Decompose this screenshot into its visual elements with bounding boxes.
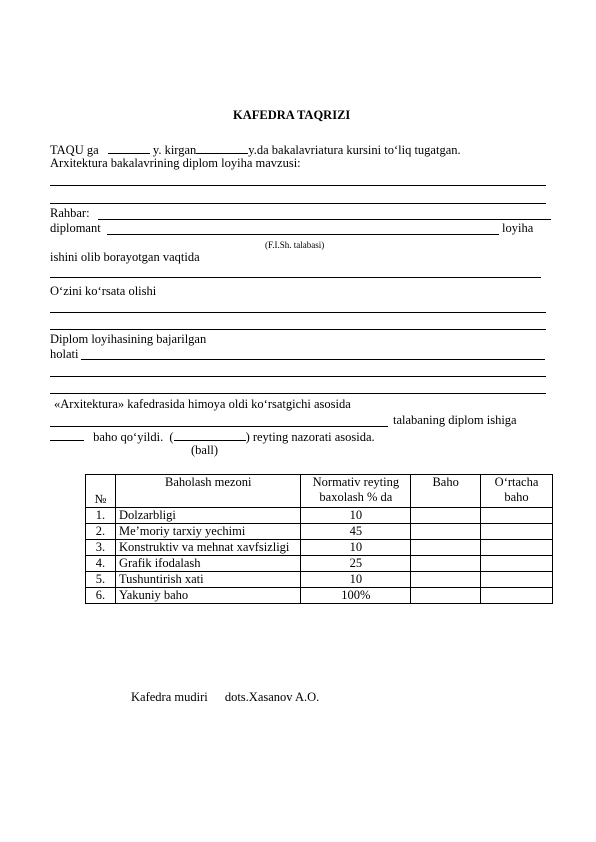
row-criterion: Tushuntirish xati: [115, 572, 301, 588]
row-criterion: Konstruktiv va mehnat xavfsizligi: [115, 540, 301, 556]
year-graduate-field[interactable]: [196, 141, 248, 154]
loyiha-word: loyiha: [502, 221, 534, 235]
table-row: [86, 572, 553, 588]
rating-field[interactable]: [174, 428, 246, 441]
row-normative: 25: [301, 556, 411, 572]
ozini-line-1[interactable]: [50, 312, 546, 313]
grade-field[interactable]: [50, 428, 84, 441]
row-criterion: Grafik ifodalash: [115, 556, 301, 572]
ball-text: (ball): [191, 443, 219, 457]
row-average-cell[interactable]: [481, 524, 553, 540]
row-grade-cell[interactable]: [411, 588, 481, 604]
header-normative: Normativ reyting baxolash % da: [301, 475, 411, 508]
row-num: 2.: [86, 524, 116, 540]
ishini-text: ishini olib borayotgan vaqtida: [50, 250, 200, 264]
row-grade-cell[interactable]: [411, 572, 481, 588]
talabaning-text: talabaning diplom ishiga: [393, 413, 517, 427]
row-grade-cell[interactable]: [411, 540, 481, 556]
row-normative: 100%: [301, 588, 411, 604]
diplomant-field[interactable]: [107, 234, 499, 235]
document-title: KAFEDRA TAQRIZI: [233, 108, 351, 122]
row-normative: 10: [301, 508, 411, 524]
holat-line-3[interactable]: [50, 393, 546, 394]
row-criterion: Yakuniy baho: [115, 588, 301, 604]
diplomant-label: diplomant: [50, 221, 101, 235]
year-entry-field[interactable]: [108, 141, 150, 154]
diplom-holat-text-1: Diplom loyihasining bajarilgan: [50, 332, 207, 346]
table-row: [86, 540, 553, 556]
header-grade: Baho: [411, 475, 481, 508]
row-average-cell[interactable]: [481, 556, 553, 572]
header-num: [86, 475, 116, 508]
rahbar-label: Rahbar:: [50, 206, 90, 220]
row-normative: 45: [301, 524, 411, 540]
kafedra-text: «Arxitektura» kafedrasida himoya oldi ko‘rsatgichi asosida: [54, 397, 351, 411]
topic-line-1[interactable]: [50, 185, 546, 186]
signature-name: dots.Xasanov A.O.: [224, 690, 320, 704]
row-normative: 10: [301, 572, 411, 588]
row-average-cell[interactable]: [481, 540, 553, 556]
row-grade-cell[interactable]: [411, 556, 481, 572]
row-average-cell[interactable]: [481, 572, 553, 588]
table-row: [86, 556, 553, 572]
row-criterion: Dolzarbligi: [115, 508, 301, 524]
evaluation-table: [85, 474, 553, 604]
intro-part2: y. kirgan: [152, 143, 197, 157]
ozini-text: O‘zini ko‘rsata olishi: [50, 284, 157, 298]
row-average-cell[interactable]: [481, 588, 553, 604]
ozini-line-2[interactable]: [50, 329, 546, 330]
baho-text: baho qo‘yildi.: [93, 430, 164, 444]
intro-line-2: Arxitektura bakalavrining diplom loyiha mavzusi:: [50, 156, 301, 170]
row-num: 5.: [86, 572, 116, 588]
row-num: 6.: [86, 588, 116, 604]
student-name-field[interactable]: [50, 426, 388, 427]
header-num-text: №: [94, 492, 107, 506]
holat-line-2[interactable]: [50, 376, 546, 377]
reyting-text: ) reyting nazorati asosida.: [245, 430, 375, 444]
signature-block: [131, 690, 319, 705]
row-average-cell[interactable]: [481, 508, 553, 524]
row-num: 4.: [86, 556, 116, 572]
header-average: O‘rtacha baho: [481, 475, 553, 508]
diplom-holat-text-2: holati: [50, 347, 79, 361]
holat-field[interactable]: [81, 359, 545, 360]
header-criterion: Baholash mezoni: [115, 475, 301, 508]
row-grade-cell[interactable]: [411, 508, 481, 524]
intro-part3: y.da bakalavriatura kursini to‘liq tugatgan.: [248, 143, 461, 157]
topic-line-2[interactable]: [50, 203, 546, 204]
fish-note: (F.I.Sh. talabasi): [265, 240, 325, 250]
table-row: [86, 524, 553, 540]
ishini-line[interactable]: [50, 277, 541, 278]
table-row: [86, 588, 553, 604]
rahbar-field[interactable]: [98, 219, 551, 220]
signature-role: Kafedra mudiri: [131, 690, 208, 704]
row-criterion: Me’moriy tarxiy yechimi: [115, 524, 301, 540]
intro-part1: TAQU ga: [50, 143, 99, 157]
row-grade-cell[interactable]: [411, 524, 481, 540]
row-normative: 10: [301, 540, 411, 556]
row-num: 1.: [86, 508, 116, 524]
row-num: 3.: [86, 540, 116, 556]
table-header-row: [86, 475, 553, 508]
table-row: [86, 508, 553, 524]
reyting-open: (: [169, 430, 174, 444]
